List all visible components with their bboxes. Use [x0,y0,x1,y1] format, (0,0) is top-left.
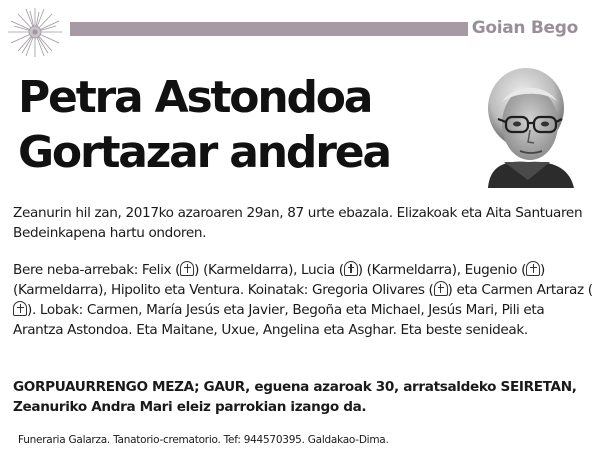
family-text-2: ) (Karmeldarra), Lucia ( [194,262,344,278]
family-text-6: ). Lobak: Carmen, María Jesús eta Javier, Begoña eta Michael, Jesús Mari, Pili eta Arantza Astondoa. Eta Maitane, Uxue, Angelina eta Asghar. Eta beste senideak. [13,302,545,338]
family-text-4: ) (Karmeldarra), Hipolito eta Ventura. Koinatak: Gregoria Olivares ( [13,262,545,298]
name-line-1: Petra Astondoa [18,72,372,123]
header-accent-bar [70,22,468,36]
deceased-name [18,70,390,180]
funeral-home-footer: Funeraria Galarza. Tanatorio-crematorio. Tef: 944570395. Galdakao-Dima. [18,434,389,446]
header-title: Goian Bego [471,18,578,38]
portrait-photo [474,62,582,188]
cross-icon [13,301,27,316]
family-text-3: ) (Karmeldarra), Eugenio ( [357,262,527,278]
cross-icon [344,261,358,276]
mass-announcement: GORPUAURRENGO MEZA; GAUR, eguena azaroak 30, arratsaldeko SEIRETAN, Zeanuriko Andra Mari eleiz parrokian izango da. [13,379,577,415]
family-paragraph [13,260,595,340]
death-notice-paragraph: Zeanurin hil zan, 2017ko azaroaren 29an, 87 urte ebazala. Elizakoak eta Aita Santuaren Bedeinkapena hartu ondoren. [13,205,583,241]
cross-icon [180,261,194,276]
flower-icon [6,6,64,58]
family-text-1: Bere neba-arrebak: Felix ( [13,262,181,278]
name-line-2: Gortazar andrea [18,127,390,178]
cross-icon [434,281,448,296]
family-text-5: ) eta Carmen Artaraz ( [447,282,593,298]
cross-icon [526,261,540,276]
